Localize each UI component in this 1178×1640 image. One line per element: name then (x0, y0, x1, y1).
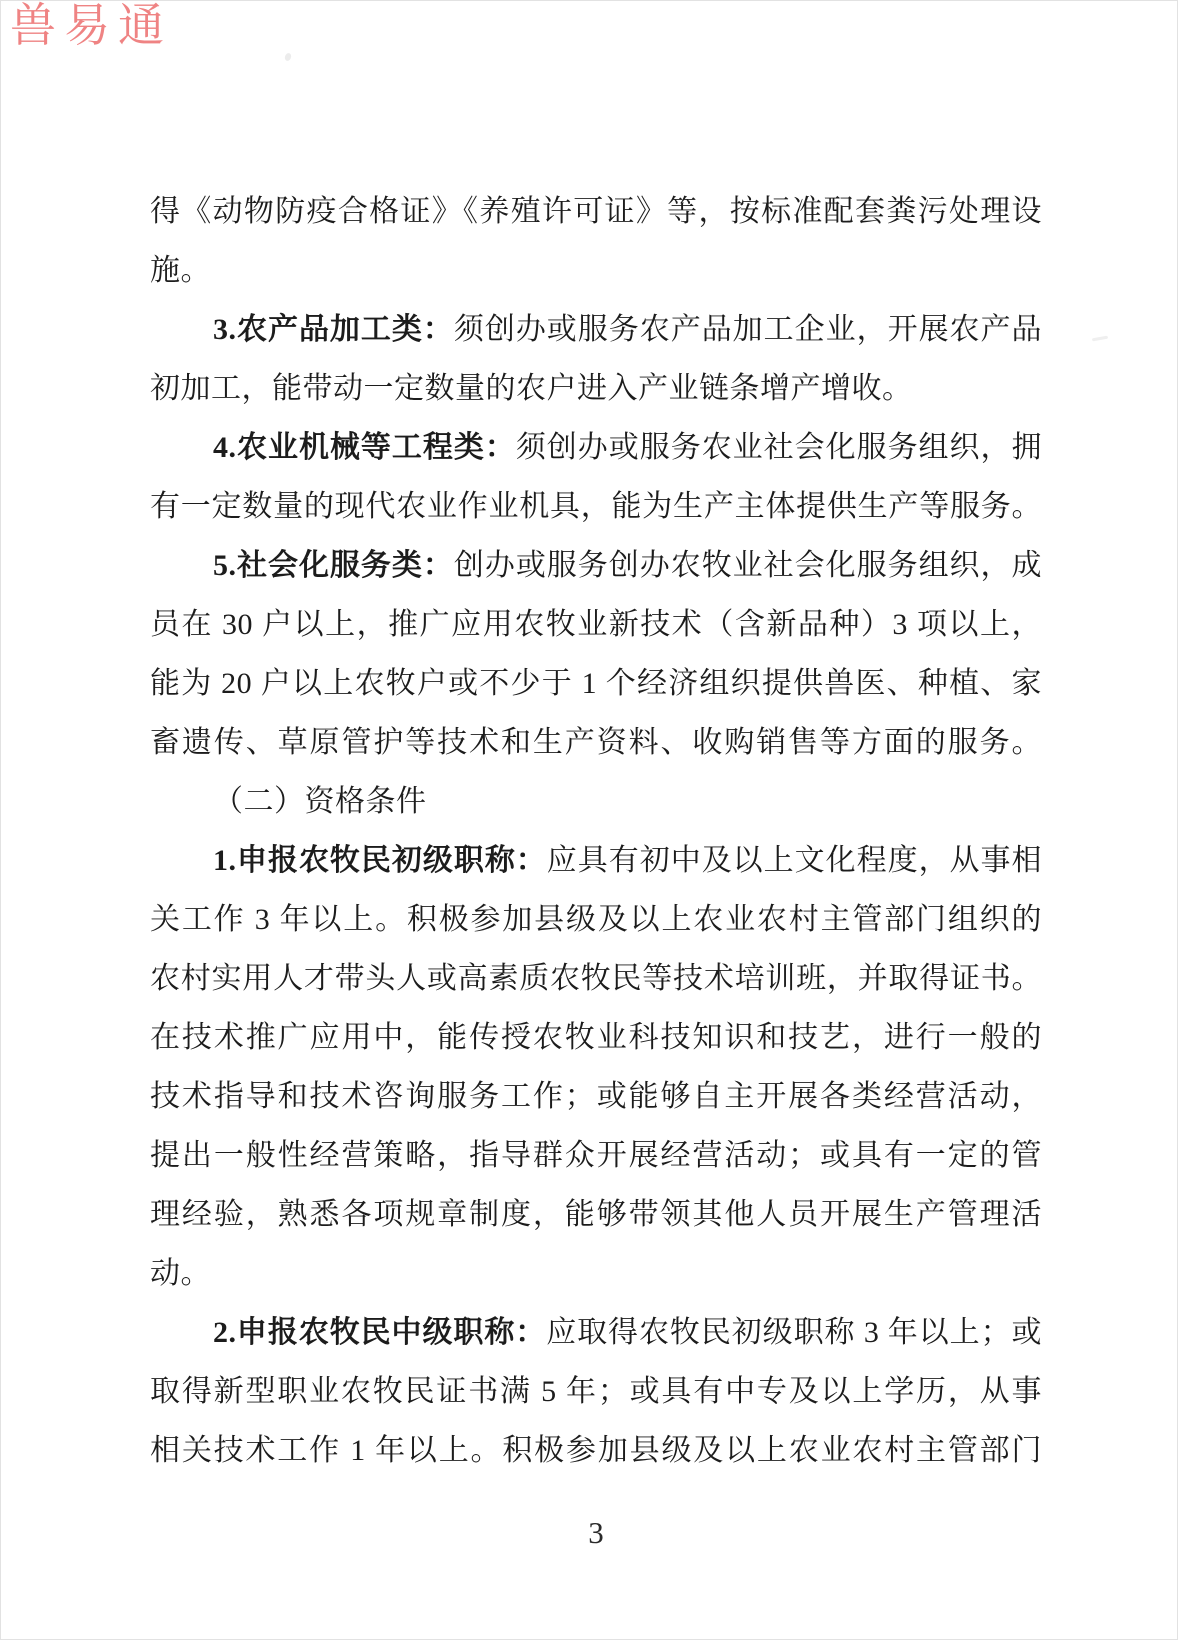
text-line: 在技术推广应用中，能传授农牧业科技知识和技艺，进行一般的 (150, 1021, 1042, 1054)
scan-artifact (1092, 336, 1108, 342)
text-line: （二）资格条件 (213, 785, 427, 818)
text-line: 施。 (150, 254, 211, 287)
text-line: 理经验，熟悉各项规章制度，能够带领其他人员开展生产管理活 (150, 1198, 1042, 1231)
text-line: 得《动物防疫合格证》《养殖许可证》等，按标准配套粪污处理设 (150, 195, 1042, 228)
text-line: 2.申报农牧民中级职称：应取得农牧民初级职称 3 年以上；或 (213, 1316, 1042, 1349)
watermark-text: 兽易通 (10, 0, 172, 51)
text-line: 4.农业机械等工程类：须创办或服务农业社会化服务组织，拥 (213, 431, 1042, 464)
page-number: 3 (588, 1515, 604, 1550)
text-line: 动。 (150, 1257, 211, 1290)
text-line: 3.农产品加工类：须创办或服务农产品加工企业，开展农产品 (213, 313, 1042, 346)
scan-artifact (284, 52, 292, 62)
text-line: 取得新型职业农牧民证书满 5 年；或具有中专及以上学历，从事 (150, 1375, 1042, 1408)
text-line: 能为 20 户以上农牧户或不少于 1 个经济组织提供兽医、种植、家 (150, 667, 1042, 700)
text-line: 1.申报农牧民初级职称：应具有初中及以上文化程度，从事相 (213, 844, 1042, 877)
text-line: 有一定数量的现代农业作业机具，能为生产主体提供生产等服务。 (150, 490, 1042, 523)
text-line: 相关技术工作 1 年以上。积极参加县级及以上农业农村主管部门 (150, 1434, 1042, 1467)
text-line: 员在 30 户以上，推广应用农牧业新技术（含新品种）3 项以上， (150, 608, 1042, 641)
text-line: 畜遗传、草原管护等技术和生产资料、收购销售等方面的服务。 (150, 726, 1042, 759)
text-line: 关工作 3 年以上。积极参加县级及以上农业农村主管部门组织的 (150, 903, 1042, 936)
bold-lead-in: 3.农产品加工类： (213, 313, 454, 346)
bold-lead-in: 5.社会化服务类： (213, 549, 454, 582)
text-line: 技术指导和技术咨询服务工作；或能够自主开展各类经营活动， (150, 1080, 1042, 1113)
text-line: 农村实用人才带头人或高素质农牧民等技术培训班，并取得证书。 (150, 962, 1042, 995)
document-body (150, 182, 1042, 1480)
bold-lead-in: 4.农业机械等工程类： (213, 431, 516, 464)
text-line: 5.社会化服务类：创办或服务创办农牧业社会化服务组织，成 (213, 549, 1042, 582)
bold-lead-in: 2.申报农牧民中级职称： (213, 1316, 547, 1349)
text-line: 初加工，能带动一定数量的农户进入产业链条增产增收。 (150, 372, 913, 405)
bold-lead-in: 1.申报农牧民初级职称： (213, 844, 547, 877)
text-line: 提出一般性经营策略，指导群众开展经营活动；或具有一定的管 (150, 1139, 1042, 1172)
